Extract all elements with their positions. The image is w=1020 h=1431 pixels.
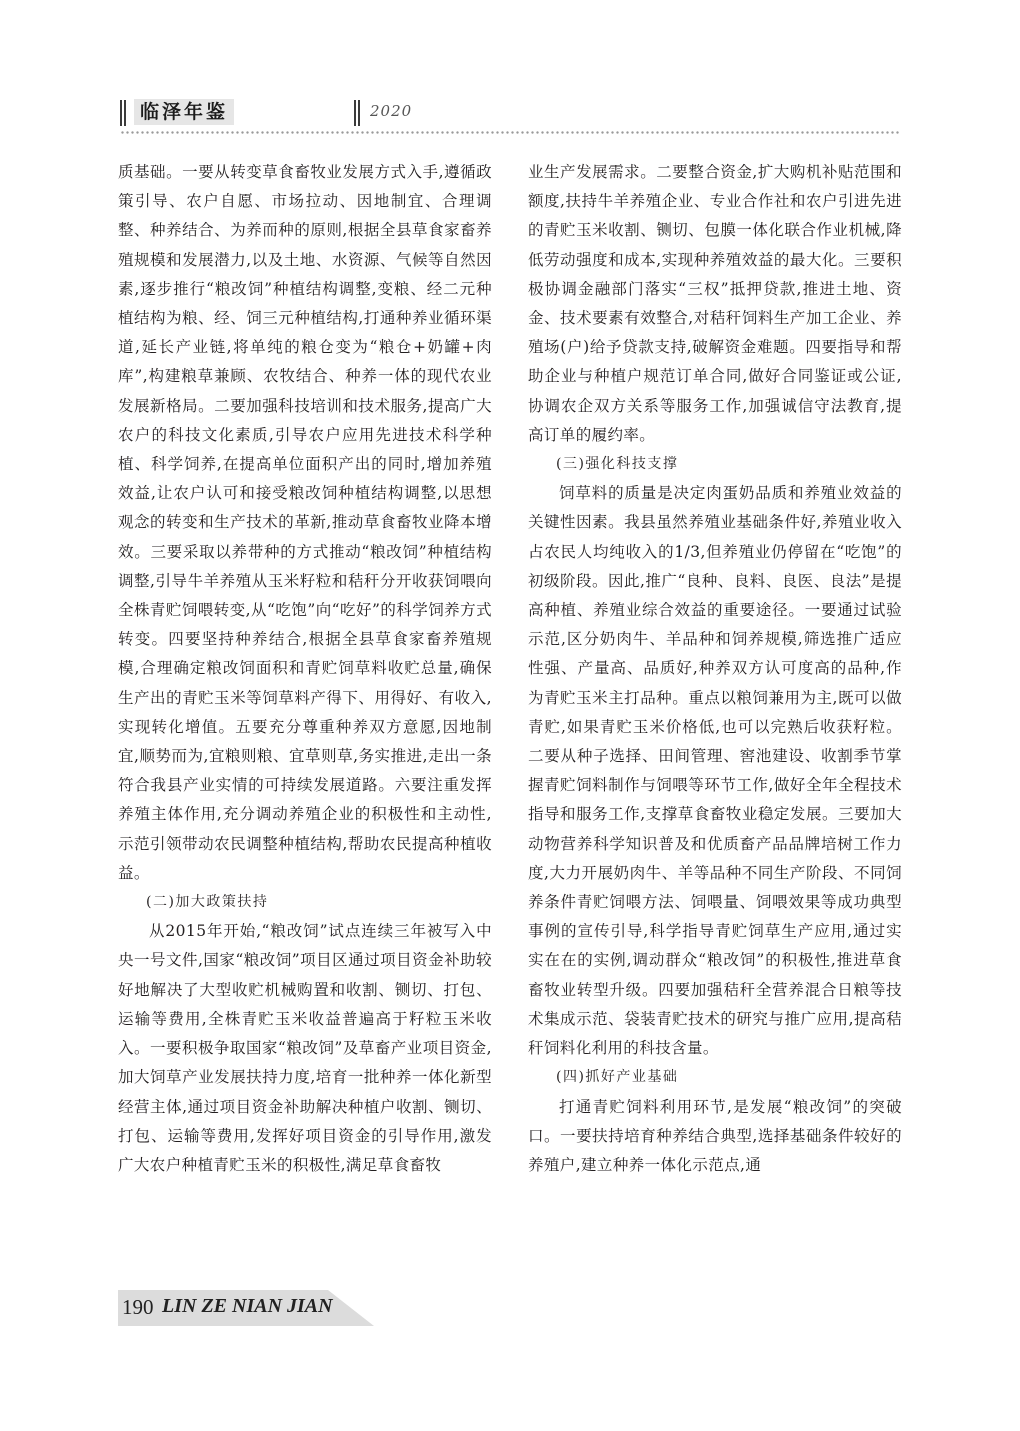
yearbook-title: 临泽年鉴: [134, 99, 234, 125]
paragraph: 饲草料的质量是决定肉蛋奶品质和养殖业效益的关键性因素。我县虽然养殖业基础条件好,养殖业收入占农民人均纯收入的1/3,但养殖业仍停留在“吃饱”的初级阶段。因此,推广“良种、良料、良医、良法”是提高种植、养殖业综合效益的重要途径。一要通过试验示范,区分奶肉牛、羊品种和饲养规模,筛选推广适应性强、产量高、品质好,种养双方认可度高的品种,作为青贮玉米主打品种。重点以粮饲兼用为主,既可以做青贮,如果青贮玉米价格低,也可以完熟后收获籽粒。二要从种子选择、田间管理、窖池建设、收割季节掌握青贮饲料制作与饲喂等环节工作,做好全年全程技术指导和服务工作,支撑草食畜牧业稳定发展。三要加大动物营养科学知识普及和优质畜产品品牌培树工作力度,大力开展奶肉牛、羊等品种不同生产阶段、不同饲养条件青贮饲喂方法、饲喂量、饲喂效果等成功典型事例的宣传引导,科学指导青贮饲草生产应用,通过实实在在的实例,调动群众“粮改饲”的积极性,推进草食畜牧业转型升级。四要加强秸秆全营养混合日粮等技术集成示范、袋装青贮技术的研究与推广应用,提高秸秆饲料化利用的科技含量。: [528, 484, 902, 1058]
page-footer: [118, 1290, 374, 1326]
yearbook-year: 2020: [370, 102, 413, 120]
page-number: 190: [122, 1295, 154, 1319]
page-header: [120, 96, 900, 136]
section-heading: (二)加大政策扶持: [146, 894, 269, 911]
paragraph: 质基础。一要从转变草食畜牧业发展方式入手,遵循政策引导、农户自愿、市场拉动、因地制宜、合理调整、种养结合、为养而种的原则,根据全县草食家畜养殖规模和发展潜力,以及土地、水资源、气候等自然因素,逐步推行“粮改饲”种植结构调整,变粮、经二元种植结构为粮、经、饲三元种植结构,打通种养业循环渠道,延长产业链,将单纯的粮仓变为“粮仓+奶罐+肉库”,构建粮草兼顾、农牧结合、种养一体的现代农业发展新格局。二要加强科技培训和技术服务,提高广大农户的科技文化素质,引导农户应用先进技术科学种植、科学饲养,在提高单位面积产出的同时,增加养殖效益,让农户认可和接受粮改饲种植结构调整,以思想观念的转变和生产技术的革新,推动草食畜牧业降本增效。三要采取以养带种的方式推动“粮改饲”种植结构调整,引导牛羊养殖从玉米籽粒和秸秆分开收获饲喂向全株青贮饲喂转变,从“吃饱”向“吃好”的科学饲养方式转变。四要坚持种养结合,根据全县草食家畜养殖规模,合理确定粮改饲面积和青贮饲草料收贮总量,确保生产出的青贮玉米等饲草料产得下、用得好、有收入,实现转化增值。五要充分尊重种养双方意愿,因地制宜,顺势而为,宜粮则粮、宜草则草,务实推进,走出一条符合我县产业实情的可持续发展道路。六要注重发挥养殖主体作用,充分调动养殖企业的积极性和主动性,示范引领带动农民调整种植结构,帮助农民提高种植收益。: [118, 163, 492, 882]
paragraph: 从2015年开始,“粮改饲”试点连续三年被写入中央一号文件,国家“粮改饲”项目区通过项目资金补助较好地解决了大型收贮机械购置和收割、铡切、打包、运输等费用,全株青贮玉米收益普遍高于籽粒玉米收入。一要积极争取国家“粮改饲”及草畜产业项目资金,加大饲草产业发展扶持力度,培育一批种养一体化新型经营主体,通过项目资金补助解决种植户收割、铡切、打包、运输等费用,发挥好项目资金的引导作用,激发广大农户种植青贮玉米的积极性,满足草食畜牧: [118, 922, 492, 1174]
paragraph: 打通青贮饲料利用环节,是发展“粮改饲”的突破口。一要扶持培育种养结合典型,选择基础条件较好的养殖户,建立种养一体化示范点,通: [528, 1097, 902, 1174]
left-column: [118, 158, 492, 1268]
footer-yearbook-name: LIN ZE NIAN JIAN: [162, 1295, 333, 1317]
paragraph: 业生产发展需求。二要整合资金,扩大购机补贴范围和额度,扶持牛羊养殖企业、专业合作社和农户引进先进的青贮玉米收割、铡切、包膜一体化联合作业机械,降低劳动强度和成本,实现种养殖效益的最大化。三要积极协调金融部门落实“三权”抵押贷款,推进土地、资金、技术要素有效整合,对秸秆饲料生产加工企业、养殖场(户)给予贷款支持,破解资金难题。四要指导和帮助企业与种植户规范订单合同,做好合同鉴证或公证,协调农企双方关系等服务工作,加强诚信守法教育,提高订单的履约率。: [528, 163, 902, 444]
header-bars-left: [120, 100, 126, 126]
section-heading: (三)强化科技支撑: [556, 456, 679, 473]
header-dotted-rule: [120, 130, 900, 136]
section-heading: (四)抓好产业基础: [556, 1069, 679, 1086]
header-bars-right: [354, 100, 360, 126]
right-column: [528, 158, 902, 1268]
